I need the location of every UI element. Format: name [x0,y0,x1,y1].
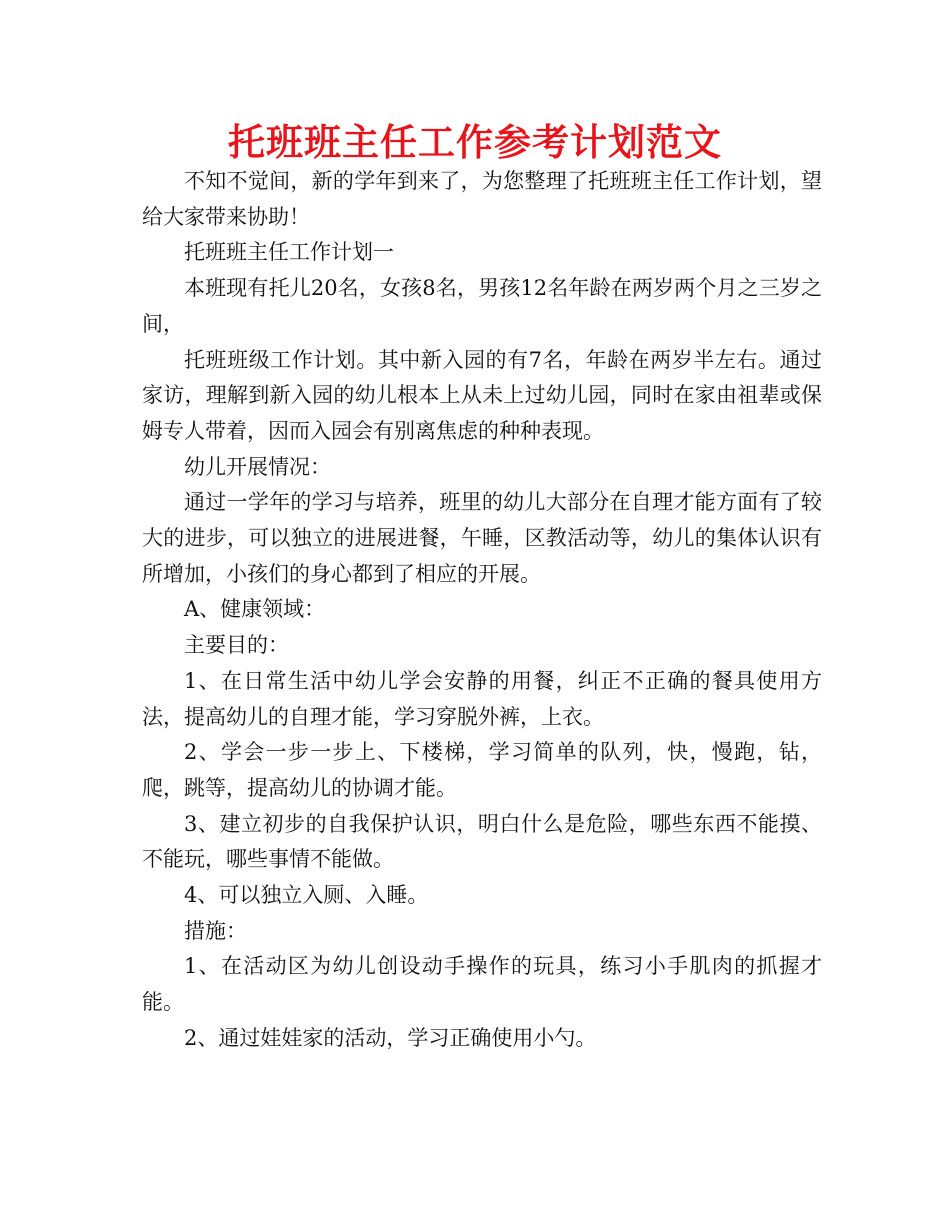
paragraph-new-entrants: 托班班级工作计划。其中新入园的有7名，年龄在两岁半左右。通过家访，理解到新入园的幼儿根本上从未上过幼儿园，同时在家由祖辈或保姆专人带着，因而入园会有别离焦虑的种种表现。 [142,347,822,443]
list-item-measure-1: 1、在活动区为幼儿创设动手操作的玩具，练习小手肌肉的抓握才能。 [142,954,822,1015]
paragraph-class-size: 本班现有托儿20名，女孩8名，男孩12名年龄在两岁两个月之三岁之间， [142,276,822,336]
document-title: 托班班主任工作参考计划范文 [228,121,722,164]
section-heading-development: 幼儿开展情况： [184,454,331,479]
section-heading-health: A、健康领域： [184,597,326,622]
section-heading-goals: 主要目的： [184,633,289,658]
list-item-goal-3: 3、建立初步的自我保护认识，明白什么是危险，哪些东西不能摸、不能玩，哪些事情不能做。 [142,811,822,872]
list-item-goal-4: 4、可以独立入厕、入睡。 [184,883,429,908]
section-heading-measures: 措施： [184,918,247,943]
section-heading-plan-one: 托班班主任工作计划一 [184,240,394,265]
list-item-goal-2: 2、学会一步一步上、下楼梯，学习简单的队列，快，慢跑，钻，爬，跳等，提高幼儿的协调才能。 [142,740,822,800]
document-body [142,164,822,1057]
paragraph-intro: 不知不觉间，新的学年到来了，为您整理了托班班主任工作计划，望给大家带来协助！ [142,169,822,229]
paragraph-development: 通过一学年的学习与培养，班里的幼儿大部分在自理才能方面有了较大的进步，可以独立的进展进餐，午睡，区教活动等，幼儿的集体认识有所增加，小孩们的身心都到了相应的开展。 [142,490,822,586]
list-item-measure-2: 2、通过娃娃家的活动，学习正确使用小勺。 [184,1025,597,1050]
list-item-goal-1: 1、在日常生活中幼儿学会安静的用餐，纠正不正确的餐具使用方法，提高幼儿的自理才能，学习穿脱外裤，上衣。 [142,668,822,729]
